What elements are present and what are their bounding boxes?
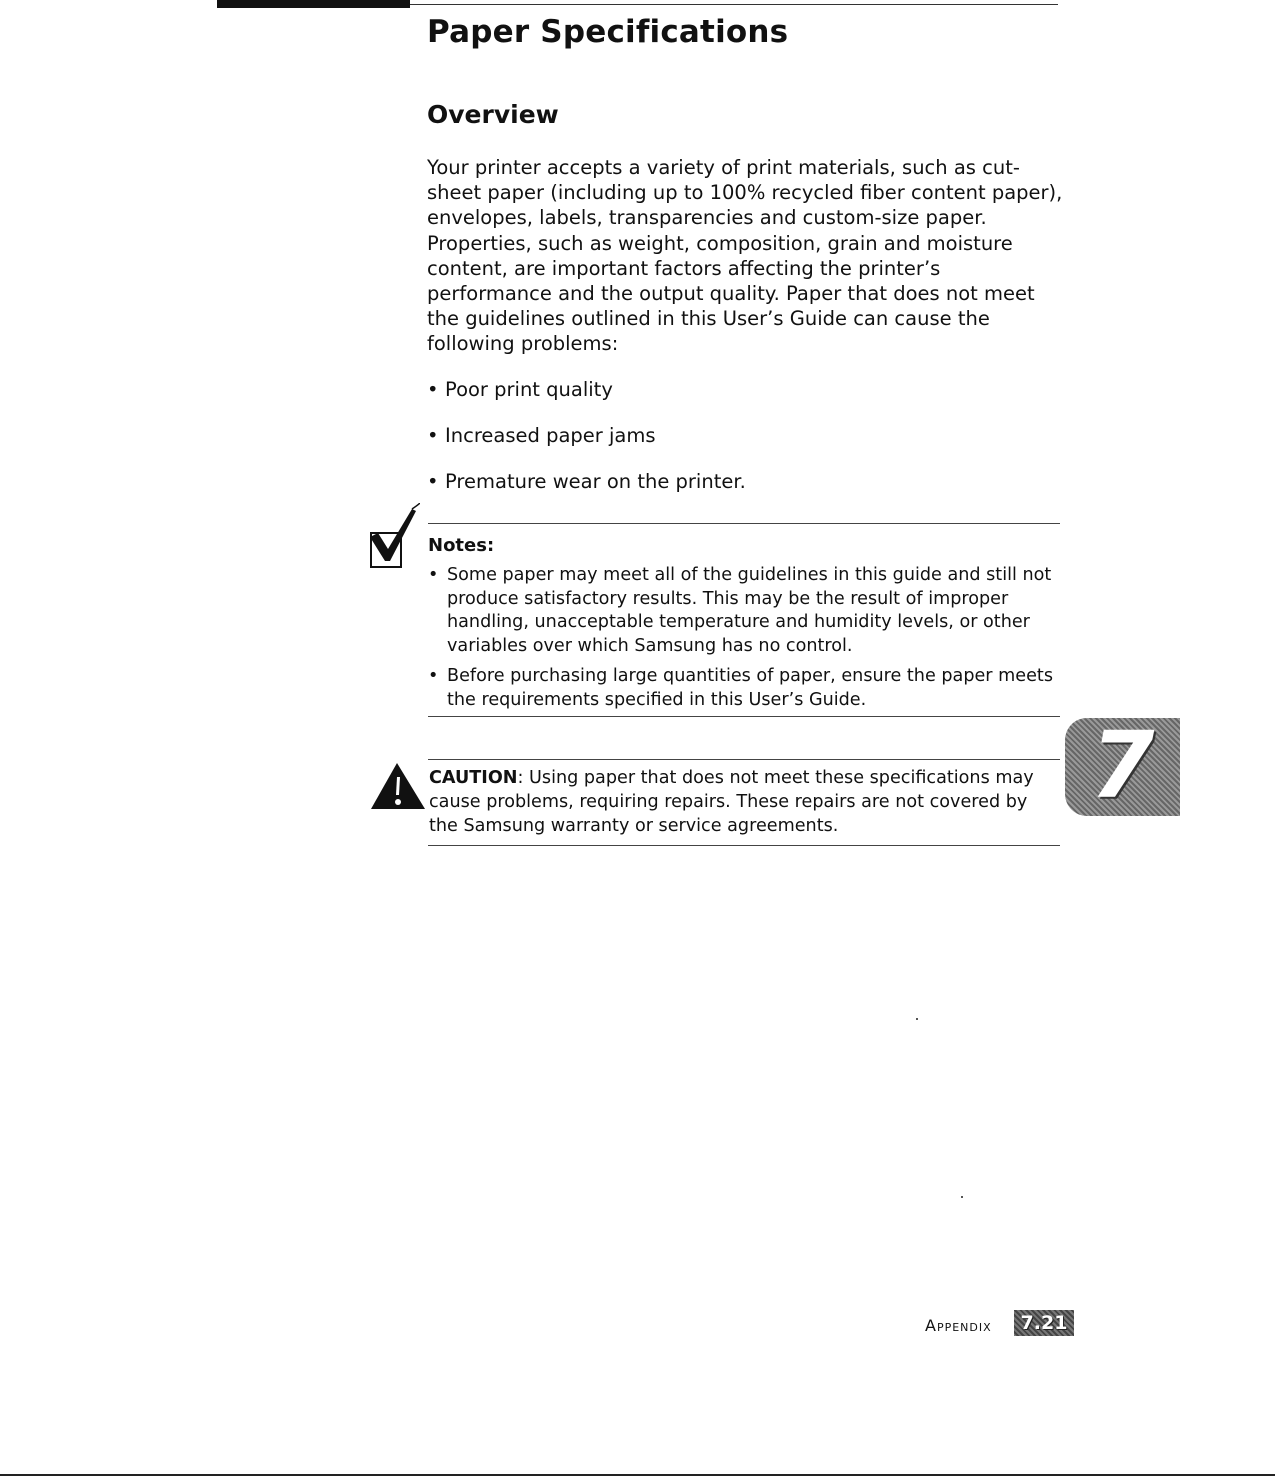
notes-top-rule xyxy=(428,523,1060,524)
list-item: • Poor print quality xyxy=(427,377,746,423)
list-item: • Premature wear on the printer. xyxy=(427,469,746,515)
list-item: • Before purchasing large quantities of paper, ensure the paper meets the requirements specified in this User’s Guide. xyxy=(428,665,1068,712)
footer-rule xyxy=(0,1474,1275,1476)
caution-text xyxy=(429,766,1055,838)
notes-list xyxy=(428,564,1068,720)
checkmark-note-icon xyxy=(368,503,420,573)
page-title: Paper Specifications xyxy=(427,14,789,50)
caution-top-rule xyxy=(428,759,1060,760)
caution-label: CAUTION xyxy=(429,768,518,788)
list-item: • Increased paper jams xyxy=(427,423,746,469)
footer-page-number: 7.21 xyxy=(1014,1310,1074,1336)
scan-speck xyxy=(961,1196,963,1198)
header-rule xyxy=(410,4,1058,5)
caution-bottom-rule xyxy=(428,845,1060,846)
notes-bottom-rule xyxy=(428,716,1060,717)
header-bar xyxy=(217,0,410,8)
chapter-tab-number: 7 xyxy=(1090,718,1155,816)
list-item: • Some paper may meet all of the guidelines in this guide and still not produce satisfactory results. This may be the result of improper handling, unacceptable temperature and humidity levels, or other variables over which Samsung has no control. xyxy=(428,564,1068,658)
caution-body: : Using paper that does not meet these specifications may cause problems, requiring repairs. These repairs are not covered by the Samsung warranty or service agreements. xyxy=(429,768,1034,836)
footer-section-label: Appendix xyxy=(925,1316,992,1335)
warning-triangle-icon xyxy=(369,761,429,811)
problems-list xyxy=(427,377,746,515)
overview-paragraph: Your printer accepts a variety of print materials, such as cut-sheet paper (including up to 100% recycled fiber content paper), envelopes, labels, transparencies and custom-size paper. Properties, such as weight, composition, grain and moisture content, are important factors affecting the printer’s performance and the output quality. Paper that does not meet the guidelines outlined in this User’s Guide can cause the following problems: xyxy=(427,156,1063,356)
scan-speck xyxy=(916,1018,918,1020)
notes-title: Notes: xyxy=(428,535,495,556)
chapter-tab xyxy=(1065,718,1180,816)
section-heading-overview: Overview xyxy=(427,100,559,129)
